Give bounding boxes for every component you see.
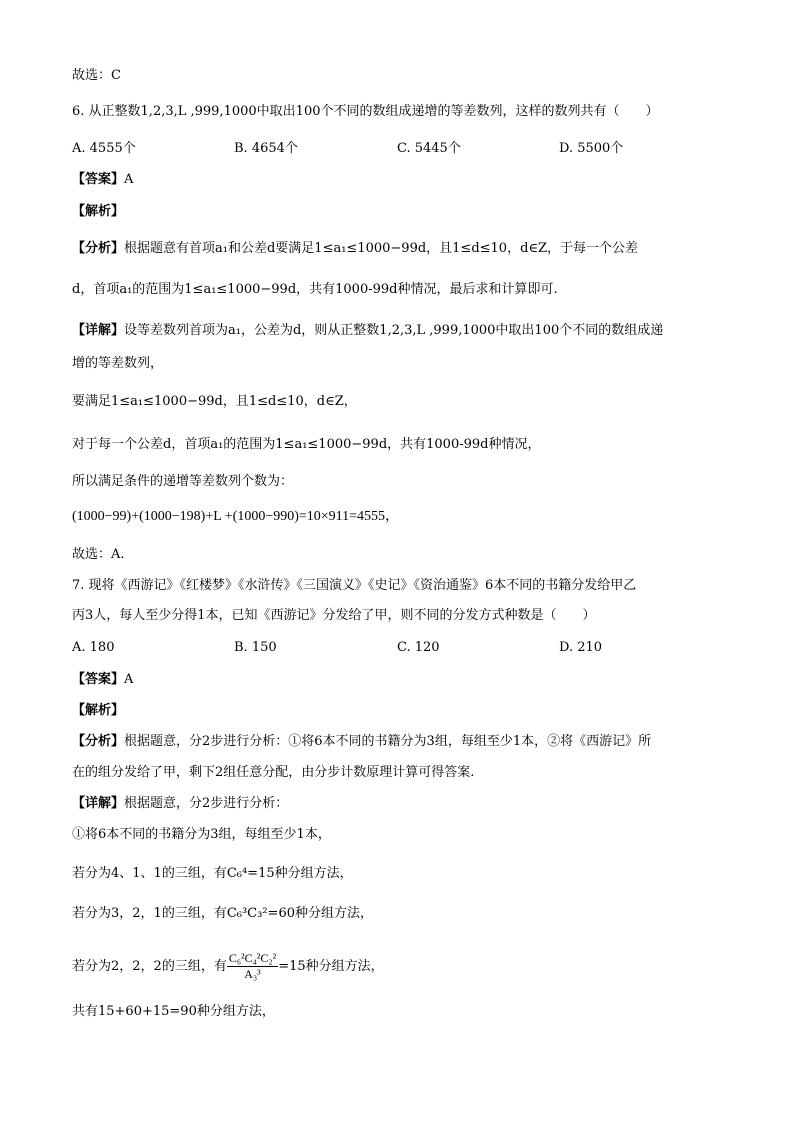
answer-tag: 【答案】 (72, 172, 125, 187)
q7-fenxi-line-1 (72, 733, 651, 751)
q7-xiangjie-line-3: 若分为4、1、1的三组，有C₆⁴=15种分组方法， (72, 866, 353, 881)
q7-xiangjie-line-5 (72, 946, 384, 988)
q7-option-d: D. 210 (559, 640, 603, 655)
line-prefix: 若分为2，2，2的三组，有 (72, 959, 227, 974)
line-suffix: =15种分组方法， (278, 959, 384, 974)
question-7-stem-2: 丙3人，每人至少分得1本，已知《西游记》分发给了甲，则不同的分发方式种数是（ ） (72, 608, 596, 623)
answer-value: A (124, 672, 134, 687)
xiangjie-text: 设等差数列首项为a₁，公差为d，则从正整数1,2,3,L ,999,1000中取出100个不同的数组成递 (124, 323, 664, 338)
q7-option-b: B. 150 (234, 640, 277, 655)
fenxi-tag: 【分析】 (72, 734, 125, 749)
q6-sum-equation: (1000−99)+(1000−198)+L +(1000−990)=10×911=4555， (72, 509, 400, 524)
q7-xiangjie-line-6: 共有15+60+15=90种分组方法， (72, 1004, 275, 1019)
q7-option-a: A. 180 (72, 640, 115, 655)
q6-option-b: B. 4654个 (234, 141, 298, 156)
q6-xiangjie-line-3: 要满足1≤a₁≤1000−99d，且1≤d≤10，d∈Z， (72, 394, 357, 409)
fenxi-tag: 【分析】 (72, 241, 125, 256)
q6-option-a: A. 4555个 (72, 141, 136, 156)
question-7-stem-1: 7. 现将《西游记》《红楼梦》《水浒传》《三国演义》《史记》《资治通鉴》6本不同的书籍分发给甲乙 (72, 578, 637, 593)
q6-answer (72, 171, 133, 189)
q7-analysis-heading: 【解析】 (72, 703, 125, 718)
fraction (227, 951, 278, 982)
q6-final-answer: 故选：A. (72, 547, 125, 562)
q6-option-c: C. 5445个 (397, 141, 461, 156)
answer-value: A (124, 172, 134, 187)
q6-fenxi-line-2: d，首项a₁的范围为1≤a₁≤1000−99d，共有1000-99d种情况，最后求和计算即可. (72, 282, 558, 297)
q6-option-d: D. 5500个 (559, 141, 624, 156)
q6-xiangjie-line-5: 所以满足条件的递增等差数列个数为： (72, 474, 294, 489)
fraction-numerator: C₆²C₄²C₂² (228, 951, 277, 965)
q7-xiangjie-line-2: ①将6本不同的书籍分为3组，每组至少1本， (72, 827, 331, 842)
question-6-stem: 6. 从正整数1,2,3,L ,999,1000中取出100个不同的数组成递增的等差数列，这样的数列共有（ ） (72, 104, 659, 119)
fraction-denominator: A₃³ (244, 967, 261, 981)
q7-xiangjie-line-1 (72, 795, 288, 813)
answer-line-q5: 故选：C (72, 68, 121, 83)
q7-answer (72, 671, 133, 689)
fenxi-text: 根据题意，分2步进行分析：①将6本不同的书籍分为3组，每组至少1本，②将《西游记》所 (124, 734, 652, 749)
q6-xiangjie-line-4: 对于每一个公差d，首项a₁的范围为1≤a₁≤1000−99d，共有1000-99d种情况， (72, 437, 541, 452)
xiangjie-tag: 【详解】 (72, 796, 125, 811)
q7-fenxi-line-2: 在的组分发给了甲，剩下2组任意分配，由分步计数原理计算可得答案. (72, 765, 475, 780)
q6-analysis-heading: 【解析】 (72, 204, 125, 219)
q6-xiangjie-line-1 (72, 322, 663, 340)
fenxi-text: 根据题意有首项a₁和公差d要满足1≤a₁≤1000−99d，且1≤d≤10，d∈Z，于每一个公差 (124, 241, 639, 256)
q6-fenxi-line-1 (72, 240, 638, 258)
answer-tag: 【答案】 (72, 672, 125, 687)
q7-xiangjie-line-4: 若分为3，2，1的三组，有C₆³C₃²=60种分组方法， (72, 906, 373, 921)
q7-option-c: C. 120 (397, 640, 440, 655)
xiangjie-tag: 【详解】 (72, 323, 125, 338)
q6-xiangjie-line-2: 增的等差数列， (72, 356, 164, 371)
xiangjie-text: 根据题意，分2步进行分析： (124, 796, 289, 811)
